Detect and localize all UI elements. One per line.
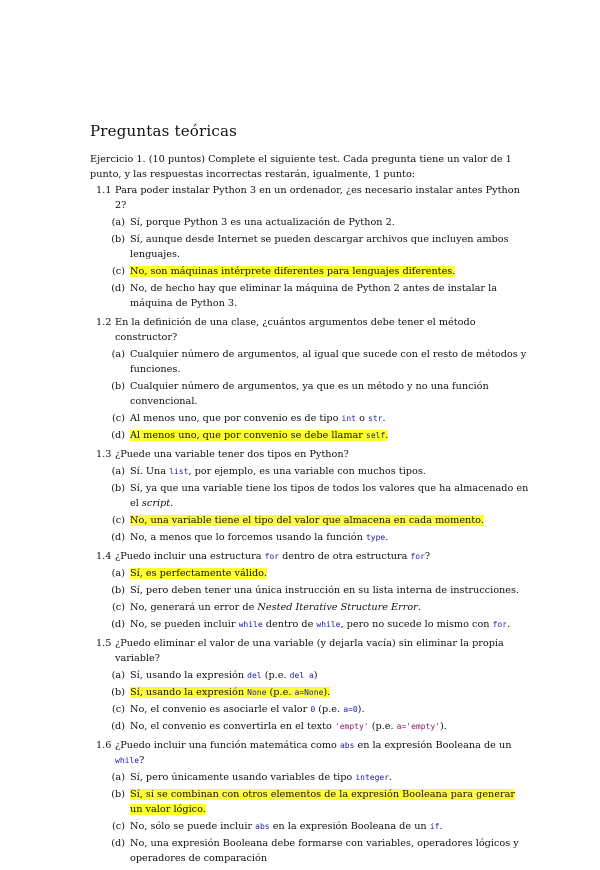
question-text: En la definición de una clase, ¿cuántos argumentos debe tener el método constructor? bbox=[115, 317, 476, 343]
answer-option[interactable] bbox=[90, 770, 530, 785]
answer-option[interactable] bbox=[90, 600, 530, 615]
option-letter: (c) bbox=[112, 413, 125, 424]
text-fragment: Sí, aunque desde Internet se pueden descargar archivos que incluyen ambos lenguajes. bbox=[130, 234, 509, 260]
option-text bbox=[130, 702, 530, 717]
text-fragment: Sí, porque Python 3 es una actualización de Python 2. bbox=[130, 217, 395, 228]
code-string: a='empty' bbox=[396, 722, 441, 731]
answer-options bbox=[90, 770, 530, 866]
option-text bbox=[130, 668, 530, 683]
answer-option[interactable] bbox=[90, 719, 530, 734]
option-text bbox=[130, 770, 530, 785]
question-text bbox=[115, 549, 530, 564]
option-content bbox=[130, 704, 365, 715]
text-fragment: No, son máquinas intérprete diferentes para lenguajes diferentes. bbox=[130, 266, 456, 277]
answer-option[interactable] bbox=[90, 513, 530, 528]
code-keyword: while bbox=[115, 756, 140, 765]
question-number: 1.2 bbox=[96, 317, 112, 328]
code-keyword: if bbox=[429, 822, 440, 831]
text-fragment: (p.e. bbox=[368, 721, 397, 732]
option-text bbox=[130, 787, 530, 817]
question-list bbox=[90, 183, 530, 870]
option-letter: (c) bbox=[112, 515, 125, 526]
code-keyword: type bbox=[365, 533, 386, 542]
option-text bbox=[130, 264, 530, 279]
option-letter: (b) bbox=[111, 381, 125, 392]
text-fragment: No, una variable tiene el tipo del valor que almacena en cada momento. bbox=[130, 515, 484, 526]
text-fragment: . bbox=[389, 772, 393, 783]
option-letter: (a) bbox=[111, 466, 125, 477]
answer-option[interactable] bbox=[90, 668, 530, 683]
answer-option[interactable] bbox=[90, 583, 530, 598]
option-content bbox=[130, 283, 497, 309]
answer-options bbox=[90, 215, 530, 311]
text-fragment: Sí, usando la expresión bbox=[130, 670, 248, 681]
option-content bbox=[130, 838, 519, 864]
text-fragment: ). bbox=[440, 721, 447, 732]
option-content bbox=[130, 602, 421, 613]
option-text bbox=[130, 719, 530, 734]
text-fragment: No, el convenio es asociarle el valor bbox=[130, 704, 311, 715]
option-letter: (d) bbox=[111, 721, 125, 732]
option-text bbox=[130, 428, 530, 443]
text-fragment: . bbox=[385, 532, 389, 543]
answer-option[interactable] bbox=[90, 232, 530, 262]
text-fragment: ¿Puedo incluir una estructura bbox=[115, 551, 265, 562]
option-letter: (a) bbox=[111, 568, 125, 579]
option-text bbox=[130, 513, 530, 528]
option-letter: (c) bbox=[112, 266, 125, 277]
option-letter: (b) bbox=[111, 789, 125, 800]
option-letter: (a) bbox=[111, 217, 125, 228]
code-keyword: str bbox=[368, 414, 383, 423]
text-fragment: Sí, es perfectamente válido. bbox=[130, 568, 267, 579]
code-keyword: for bbox=[492, 620, 508, 629]
code-keyword: for bbox=[264, 552, 280, 561]
code-keyword: del a bbox=[289, 671, 314, 680]
text-fragment: No, generará un error de bbox=[130, 602, 258, 613]
answer-option[interactable] bbox=[90, 428, 530, 443]
option-text bbox=[130, 600, 530, 615]
code-keyword: while bbox=[316, 620, 341, 629]
code-keyword: for bbox=[410, 552, 425, 561]
highlighted-answer bbox=[130, 430, 388, 441]
code-keyword: None bbox=[247, 688, 267, 697]
option-text bbox=[130, 836, 530, 866]
answer-option[interactable] bbox=[90, 215, 530, 230]
text-fragment: Cualquier número de argumentos, ya que es un método y no una función convencional. bbox=[130, 381, 489, 407]
question-text: ¿Puedo eliminar el valor de una variable (y dejarla vacía) sin eliminar la propia variable? bbox=[115, 638, 504, 664]
option-content bbox=[130, 413, 386, 424]
option-letter: (b) bbox=[111, 585, 125, 596]
highlighted-answer bbox=[130, 568, 267, 579]
option-text bbox=[130, 379, 530, 409]
code-keyword: a=None bbox=[294, 688, 324, 697]
text-fragment: . bbox=[382, 413, 386, 424]
option-text bbox=[130, 685, 530, 700]
option-text bbox=[130, 481, 530, 511]
option-text bbox=[130, 583, 530, 598]
question-1-5 bbox=[90, 636, 530, 734]
option-letter: (a) bbox=[111, 349, 125, 360]
question-header bbox=[90, 738, 530, 768]
option-content bbox=[130, 483, 528, 509]
text-fragment: , por ejemplo, es una variable con muchos tipos. bbox=[188, 466, 426, 477]
answer-option[interactable] bbox=[90, 347, 530, 377]
question-header bbox=[90, 549, 530, 564]
option-letter: (d) bbox=[111, 619, 125, 630]
option-text bbox=[130, 566, 530, 581]
text-fragment: . bbox=[439, 821, 443, 832]
option-text bbox=[130, 464, 530, 479]
answer-option[interactable] bbox=[90, 819, 530, 834]
option-letter: (b) bbox=[111, 483, 125, 494]
question-header bbox=[90, 447, 530, 462]
option-letter: (b) bbox=[111, 234, 125, 245]
text-fragment: ). bbox=[357, 704, 365, 715]
text-fragment: No, el convenio es convertirla en el texto bbox=[130, 721, 335, 732]
question-number: 1.3 bbox=[96, 449, 112, 460]
answer-option[interactable] bbox=[90, 530, 530, 545]
text-fragment: ¿Puedo incluir una función matemática como bbox=[115, 740, 340, 751]
option-content bbox=[130, 585, 519, 596]
question-header bbox=[90, 636, 530, 666]
option-content bbox=[130, 721, 447, 732]
code-string: 'empty' bbox=[334, 722, 369, 731]
answer-option[interactable] bbox=[90, 281, 530, 311]
option-text bbox=[130, 530, 530, 545]
text-fragment: Al menos uno, que por convenio es de tipo bbox=[130, 413, 342, 424]
answer-option[interactable] bbox=[90, 411, 530, 426]
text-fragment: Sí, pero deben tener una única instrucción en su lista interna de instrucciones. bbox=[130, 585, 520, 596]
answer-options bbox=[90, 464, 530, 545]
text-fragment: (p.e. bbox=[315, 704, 344, 715]
answer-options bbox=[90, 347, 530, 443]
option-content bbox=[130, 772, 392, 783]
option-letter: (d) bbox=[111, 532, 125, 543]
answer-option[interactable] bbox=[90, 464, 530, 479]
question-1-4 bbox=[90, 549, 530, 632]
option-letter: (a) bbox=[111, 670, 125, 681]
text-fragment: . bbox=[170, 498, 174, 509]
text-fragment: Sí, si se combinan con otros elementos de la expresión Booleana para generar un valor lógico. bbox=[130, 789, 516, 815]
exercise-intro: Ejercicio 1. (10 puntos) Complete el siguiente test. Cada pregunta tiene un valor de 1 punto, y las respuestas incorrectas restarán, igualmente, 1 punto: bbox=[90, 154, 512, 180]
question-text: ¿Puede una variable tener dos tipos en Python? bbox=[115, 449, 349, 460]
question-number: 1.1 bbox=[96, 185, 112, 196]
italic-text: script bbox=[141, 498, 171, 509]
answer-option[interactable] bbox=[90, 702, 530, 717]
text-fragment: No, una expresión Booleana debe formarse con variables, operadores lógicos y operadores de comparación bbox=[130, 838, 519, 864]
option-letter: (b) bbox=[111, 687, 125, 698]
text-fragment: (p.e. bbox=[261, 670, 290, 681]
text-fragment: Sí, usando la expresión bbox=[130, 687, 248, 698]
code-keyword: abs bbox=[339, 741, 355, 750]
text-fragment: No, a menos que lo forcemos usando la función bbox=[130, 532, 366, 543]
text-fragment: ) bbox=[313, 670, 318, 681]
question-text bbox=[115, 738, 530, 768]
question-number: 1.6 bbox=[96, 740, 112, 751]
code-keyword: del bbox=[247, 671, 262, 680]
text-fragment: Al menos uno, que por convenio se debe llamar bbox=[130, 430, 367, 441]
text-fragment: dentro de otra estructura bbox=[279, 551, 411, 562]
highlighted-answer bbox=[130, 687, 330, 698]
answer-option[interactable] bbox=[90, 685, 530, 700]
code-keyword: a=0 bbox=[343, 705, 358, 714]
option-letter: (c) bbox=[112, 821, 125, 832]
answer-option[interactable] bbox=[90, 617, 530, 632]
highlighted-answer bbox=[130, 266, 455, 277]
question-1-1 bbox=[90, 183, 530, 311]
answer-option[interactable] bbox=[90, 264, 530, 279]
question-number: 1.5 bbox=[96, 638, 112, 649]
option-text bbox=[130, 347, 530, 377]
option-content bbox=[130, 234, 509, 260]
text-fragment: Sí. Una bbox=[130, 466, 170, 477]
option-content bbox=[130, 381, 489, 407]
answer-options bbox=[90, 668, 530, 734]
text-fragment: No, sólo se puede incluir bbox=[130, 821, 256, 832]
text-fragment: . bbox=[385, 430, 389, 441]
italic-text: Nested Iterative Structure Error bbox=[257, 602, 418, 613]
answer-option[interactable] bbox=[90, 787, 530, 817]
text-fragment: ). bbox=[323, 687, 331, 698]
code-keyword: self bbox=[366, 431, 386, 440]
code-keyword: abs bbox=[255, 822, 270, 831]
option-text bbox=[130, 411, 530, 426]
answer-option[interactable] bbox=[90, 481, 530, 511]
text-fragment: , pero no sucede lo mismo con bbox=[340, 619, 493, 630]
option-letter: (c) bbox=[112, 602, 125, 613]
question-1-3 bbox=[90, 447, 530, 545]
option-content bbox=[130, 670, 318, 681]
answer-options bbox=[90, 566, 530, 632]
text-fragment: No, se pueden incluir bbox=[130, 619, 239, 630]
option-content bbox=[130, 217, 395, 228]
code-keyword: while bbox=[238, 620, 263, 629]
option-text bbox=[130, 232, 530, 262]
text-fragment: o bbox=[356, 413, 368, 424]
code-keyword: 0 bbox=[310, 705, 316, 714]
question-1-2 bbox=[90, 315, 530, 443]
text-fragment: ? bbox=[139, 755, 145, 766]
option-letter: (d) bbox=[111, 283, 125, 294]
option-content bbox=[130, 466, 426, 477]
question-header bbox=[90, 315, 530, 345]
question-header bbox=[90, 183, 530, 213]
text-fragment: ? bbox=[424, 551, 431, 562]
text-fragment: . bbox=[507, 619, 511, 630]
question-number: 1.4 bbox=[96, 551, 112, 562]
text-fragment: dentro de bbox=[262, 619, 317, 630]
text-fragment: en la expresión Booleana de un bbox=[354, 740, 512, 751]
section-title: Preguntas teóricas bbox=[90, 122, 238, 140]
highlighted-answer bbox=[130, 789, 515, 815]
option-letter: (a) bbox=[111, 772, 125, 783]
option-text bbox=[130, 281, 530, 311]
option-text bbox=[130, 215, 530, 230]
answer-option[interactable] bbox=[90, 836, 530, 866]
text-fragment: Sí, ya que una variable tiene los tipos de todos los valores que ha almacenado en el bbox=[130, 483, 529, 509]
option-content bbox=[130, 532, 388, 543]
question-1-6 bbox=[90, 738, 530, 866]
text-fragment: No, de hecho hay que eliminar la máquina de Python 2 antes de instalar la máquina de Python 3. bbox=[130, 283, 498, 309]
text-fragment: en la expresión Booleana de un bbox=[269, 821, 430, 832]
text-fragment: (p.e. bbox=[266, 687, 295, 698]
option-text bbox=[130, 617, 530, 632]
option-content bbox=[130, 349, 526, 375]
option-letter: (d) bbox=[111, 838, 125, 849]
option-letter: (d) bbox=[111, 430, 125, 441]
question-text: Para poder instalar Python 3 en un ordenador, ¿es necesario instalar antes Python 2? bbox=[115, 185, 520, 211]
option-letter: (c) bbox=[112, 704, 125, 715]
code-keyword: int bbox=[341, 414, 356, 423]
text-fragment: Sí, pero únicamente usando variables de tipo bbox=[130, 772, 356, 783]
answer-option[interactable] bbox=[90, 379, 530, 409]
highlighted-answer bbox=[130, 515, 484, 526]
text-fragment: Cualquier número de argumentos, al igual que sucede con el resto de métodos y funciones. bbox=[130, 349, 527, 375]
code-keyword: integer bbox=[355, 773, 390, 782]
option-content bbox=[130, 821, 442, 832]
answer-option[interactable] bbox=[90, 566, 530, 581]
text-fragment: . bbox=[417, 602, 421, 613]
option-text bbox=[130, 819, 530, 834]
code-keyword: list bbox=[169, 467, 189, 476]
option-content bbox=[130, 619, 510, 630]
